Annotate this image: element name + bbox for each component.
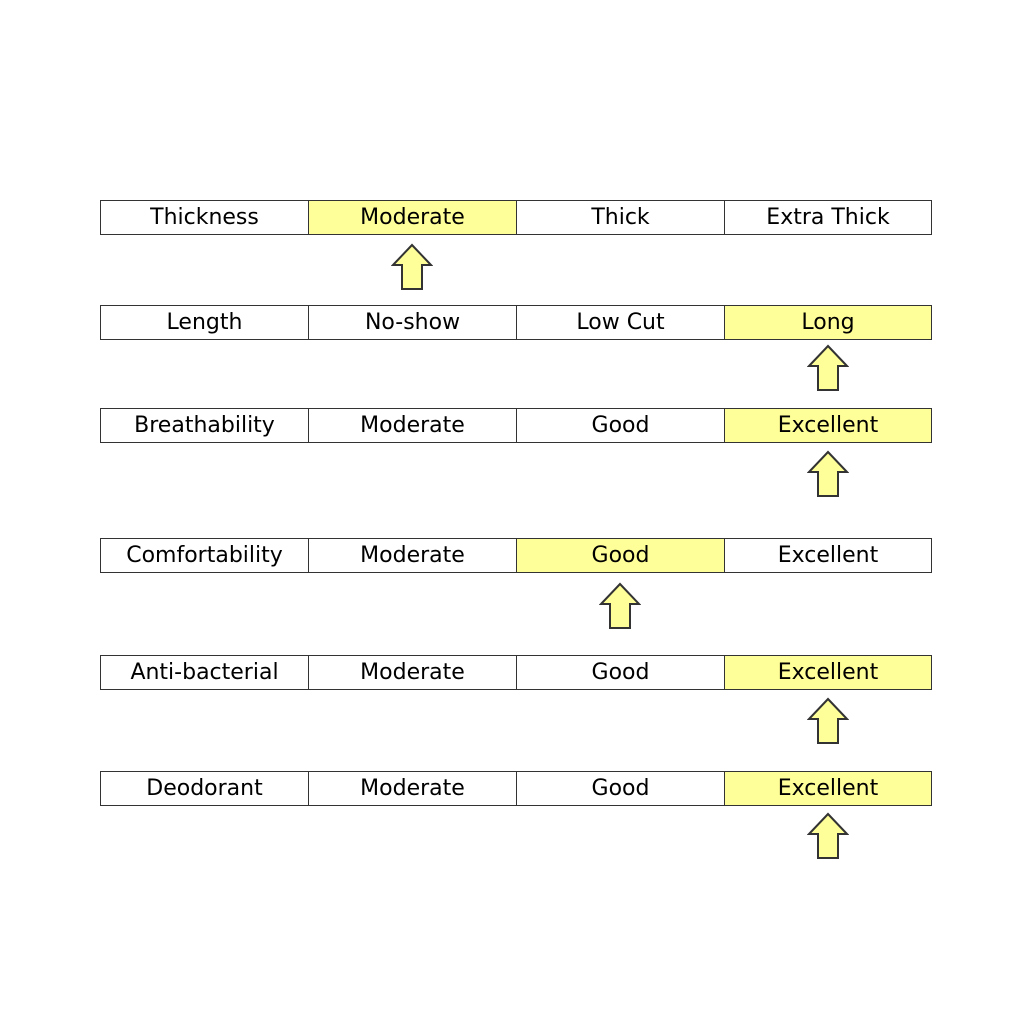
option-cell: Good — [516, 655, 724, 690]
option-cell: Excellent — [724, 655, 932, 690]
up-arrow-icon — [391, 243, 433, 291]
option-cell: Moderate — [308, 200, 516, 235]
option-cell: Thick — [516, 200, 724, 235]
option-cell: Excellent — [724, 538, 932, 573]
option-cell: Good — [516, 538, 724, 573]
option-cell: Excellent — [724, 408, 932, 443]
rating-row-breathability — [100, 408, 932, 443]
option-cell: Extra Thick — [724, 200, 932, 235]
option-cell: Moderate — [308, 408, 516, 443]
up-arrow-icon — [599, 582, 641, 630]
row-label: Deodorant — [100, 771, 308, 806]
row-label: Anti-bacterial — [100, 655, 308, 690]
option-cell: Moderate — [308, 655, 516, 690]
row-label: Breathability — [100, 408, 308, 443]
row-label: Comfortability — [100, 538, 308, 573]
up-arrow-icon — [807, 344, 849, 392]
rating-row-comfortability — [100, 538, 932, 573]
up-arrow-icon — [807, 697, 849, 745]
option-cell: Good — [516, 408, 724, 443]
rating-row-thickness — [100, 200, 932, 235]
up-arrow-icon — [807, 812, 849, 860]
rating-row-anti-bacterial — [100, 655, 932, 690]
up-arrow-icon — [807, 450, 849, 498]
row-label: Length — [100, 305, 308, 340]
option-cell: No-show — [308, 305, 516, 340]
option-cell: Long — [724, 305, 932, 340]
option-cell: Excellent — [724, 771, 932, 806]
rating-row-length — [100, 305, 932, 340]
option-cell: Moderate — [308, 771, 516, 806]
option-cell: Good — [516, 771, 724, 806]
option-cell: Moderate — [308, 538, 516, 573]
rating-row-deodorant — [100, 771, 932, 806]
option-cell: Low Cut — [516, 305, 724, 340]
row-label: Thickness — [100, 200, 308, 235]
